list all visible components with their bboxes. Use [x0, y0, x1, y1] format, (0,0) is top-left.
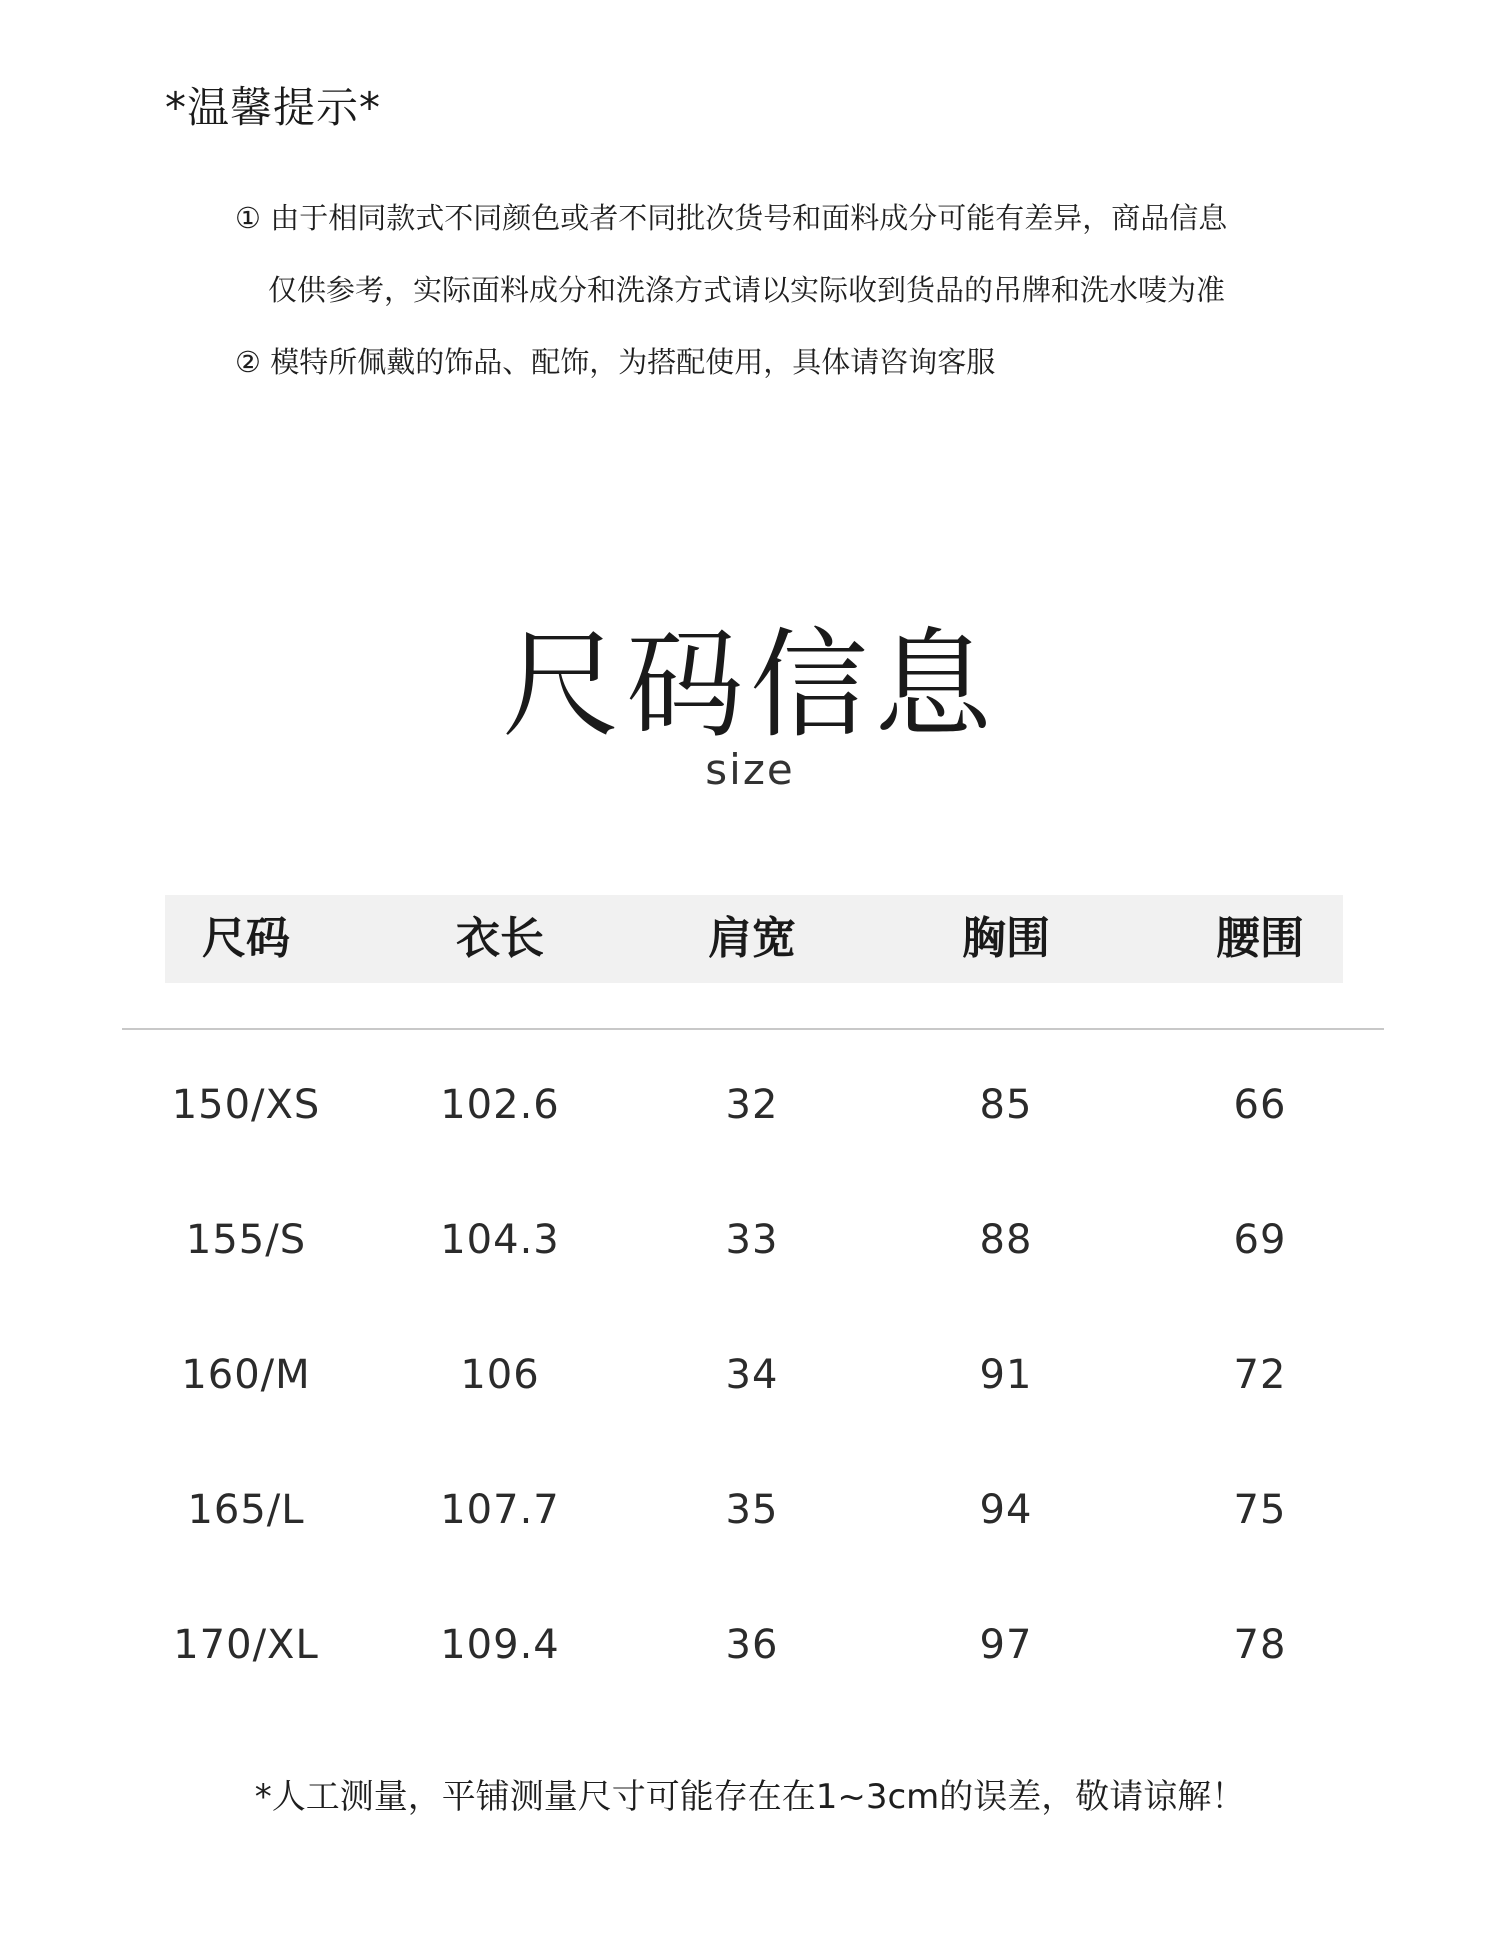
cell-waist: 75 — [1233, 1487, 1287, 1533]
size-info-title: 尺码信息 — [501, 616, 998, 754]
cell-shoulder: 32 — [725, 1082, 779, 1128]
cell-length: 102.6 — [440, 1082, 560, 1128]
header-length: 衣长 — [456, 913, 544, 964]
cell-waist: 78 — [1233, 1622, 1287, 1668]
cell-size: 170/XL — [173, 1622, 319, 1668]
cell-chest: 85 — [979, 1082, 1033, 1128]
cell-chest: 91 — [979, 1352, 1033, 1398]
header-size: 尺码 — [202, 913, 290, 964]
header-chest: 胸围 — [962, 913, 1050, 964]
cell-size: 160/M — [181, 1352, 311, 1398]
cell-length: 107.7 — [440, 1487, 560, 1533]
table-divider — [122, 1028, 1384, 1030]
cell-shoulder: 33 — [725, 1217, 779, 1263]
cell-length: 109.4 — [440, 1622, 560, 1668]
header-shoulder: 肩宽 — [708, 913, 796, 964]
measurement-footnote: *人工测量，平铺测量尺寸可能存在在1~3cm的误差，敬请谅解！ — [254, 1777, 1246, 1817]
notice-line-1: ① 由于相同款式不同颜色或者不同批次货号和面料成分可能有差异，商品信息 — [235, 201, 1228, 235]
cell-length: 104.3 — [440, 1217, 560, 1263]
cell-size: 165/L — [187, 1487, 305, 1533]
cell-chest: 88 — [979, 1217, 1033, 1263]
notice-line-2: ② 模特所佩戴的饰品、配饰，为搭配使用，具体请咨询客服 — [235, 345, 996, 379]
cell-chest: 97 — [979, 1622, 1033, 1668]
cell-length: 106 — [460, 1352, 540, 1398]
header-waist: 腰围 — [1216, 913, 1304, 964]
cell-waist: 72 — [1233, 1352, 1287, 1398]
cell-size: 150/XS — [171, 1082, 321, 1128]
cell-chest: 94 — [979, 1487, 1033, 1533]
cell-size: 155/S — [185, 1217, 307, 1263]
cell-shoulder: 34 — [725, 1352, 779, 1398]
notice-title: *温馨提示* — [165, 83, 382, 132]
size-info-subtitle: size — [705, 745, 795, 794]
cell-waist: 69 — [1233, 1217, 1287, 1263]
cell-waist: 66 — [1233, 1082, 1287, 1128]
cell-shoulder: 36 — [725, 1622, 779, 1668]
notice-line-1-continued: 仅供参考，实际面料成分和洗涤方式请以实际收到货品的吊牌和洗水唛为准 — [268, 273, 1226, 307]
cell-shoulder: 35 — [725, 1487, 779, 1533]
